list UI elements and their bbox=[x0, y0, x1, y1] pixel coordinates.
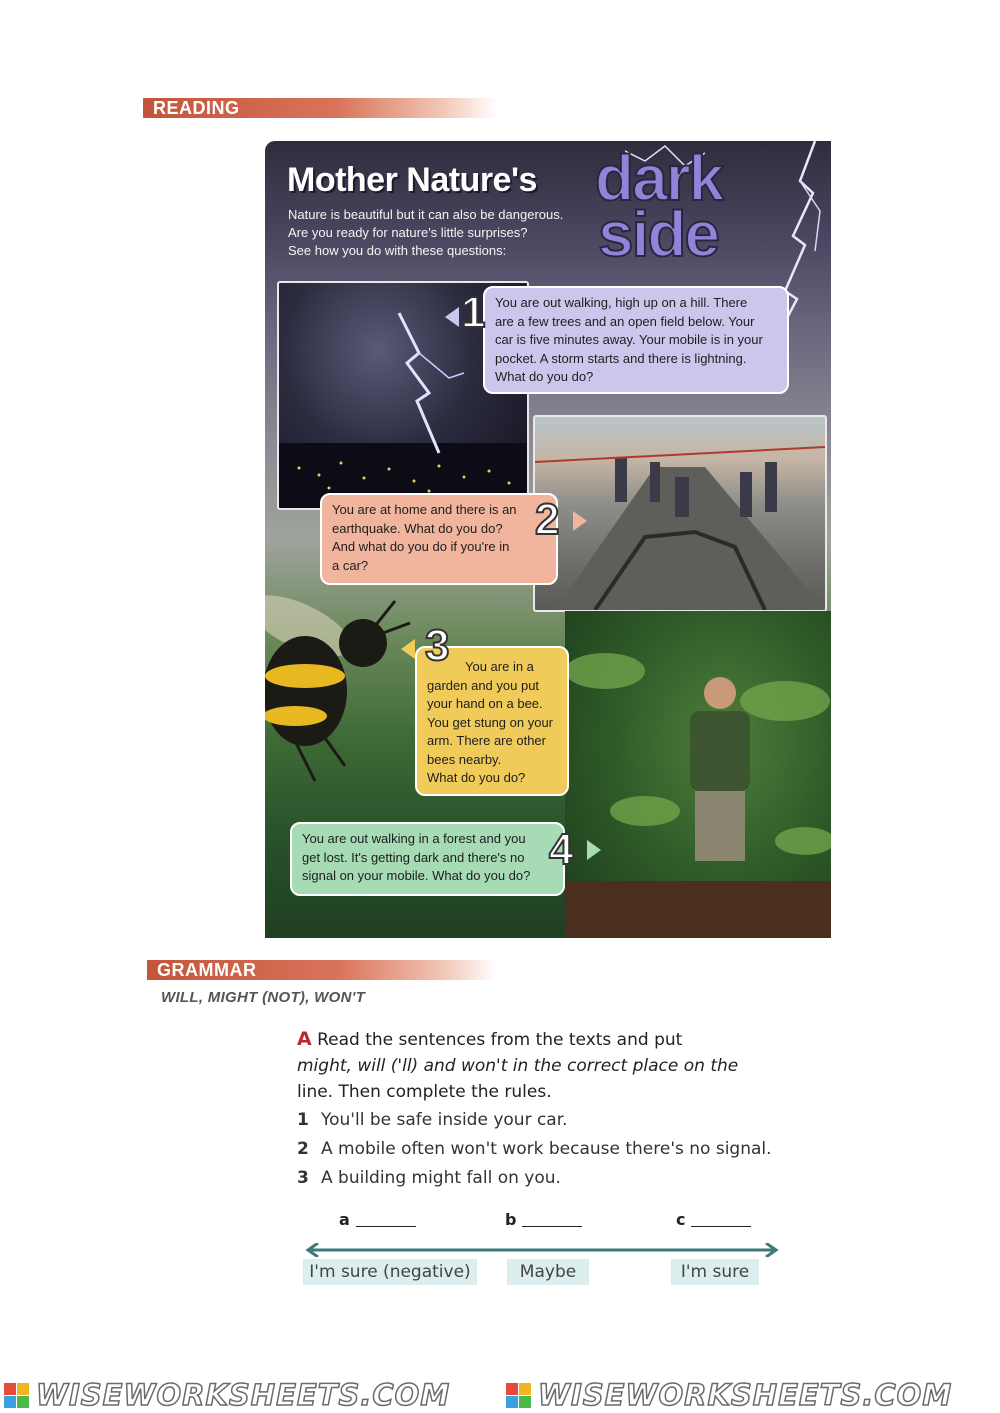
item-text: You'll be safe inside your car. bbox=[321, 1110, 568, 1130]
question-line: You get stung on your bbox=[427, 714, 554, 730]
blank-b[interactable] bbox=[505, 1210, 582, 1229]
question-line: car is five minutes away. Your mobile is in your bbox=[495, 332, 763, 347]
item-text: A mobile often won't work because there's no signal. bbox=[321, 1139, 772, 1159]
blank-a[interactable] bbox=[339, 1210, 416, 1229]
watermark-text: WISEWORKSHEETS.COM bbox=[538, 1378, 953, 1412]
scale-label-maybe: Maybe bbox=[507, 1259, 589, 1285]
wiseworksheets-logo-icon bbox=[4, 1383, 30, 1409]
item-number: 3 bbox=[297, 1168, 309, 1188]
question-line: You are in a bbox=[465, 659, 534, 674]
reading-section-heading: READING bbox=[143, 98, 497, 118]
answer-line[interactable] bbox=[522, 1226, 582, 1227]
instruction-line: Read the sentences from the texts and put bbox=[317, 1030, 683, 1050]
question-number-2: 2 bbox=[535, 495, 560, 544]
arrow-right-icon bbox=[573, 511, 587, 531]
answer-line[interactable] bbox=[691, 1226, 751, 1227]
sentence-item-1 bbox=[297, 1110, 568, 1130]
arrow-right-icon bbox=[587, 840, 601, 860]
question-card-4 bbox=[290, 822, 565, 896]
wiseworksheets-logo-icon bbox=[506, 1383, 532, 1409]
poster-intro-line: Nature is beautiful but it can also be dangerous. bbox=[288, 207, 564, 222]
sentence-item-2 bbox=[297, 1139, 772, 1159]
watermark-text: WISEWORKSHEETS.COM bbox=[36, 1378, 451, 1412]
blank-letter: b bbox=[505, 1210, 517, 1229]
instruction-line: might, will ('ll) and won't in the correct place on the bbox=[297, 1056, 739, 1076]
arrow-left-icon bbox=[445, 307, 459, 327]
item-number: 1 bbox=[297, 1110, 309, 1130]
question-number-3: 3 bbox=[425, 621, 450, 670]
item-number: 2 bbox=[297, 1139, 309, 1159]
question-line: What do you do? bbox=[427, 770, 526, 785]
blank-c[interactable] bbox=[676, 1210, 751, 1229]
scale-label-negative: I'm sure (negative) bbox=[303, 1259, 477, 1285]
question-line: get lost. It's getting dark and there's no bbox=[302, 849, 525, 865]
poster-title: Mother Nature's bbox=[287, 161, 537, 199]
scale-label-sure: I'm sure bbox=[671, 1259, 759, 1285]
question-line: your hand on a bee. bbox=[427, 696, 543, 711]
question-line: pocket. A storm starts and there is lightning. bbox=[495, 350, 747, 366]
question-line: a car? bbox=[332, 557, 369, 573]
question-line: You are out walking, high up on a hill. There bbox=[495, 295, 748, 310]
poster-intro-line: Are you ready for nature's little surprises? bbox=[288, 225, 528, 240]
exercise-a bbox=[297, 1026, 777, 1188]
poster-intro-line: See how you do with these questions: bbox=[288, 243, 507, 258]
mother-nature-poster bbox=[265, 141, 831, 938]
question-number-1: 1 bbox=[461, 288, 486, 337]
item-text: A building might fall on you. bbox=[321, 1168, 561, 1188]
instruction-line: line. Then complete the rules. bbox=[297, 1082, 552, 1102]
exercise-letter: A bbox=[297, 1028, 312, 1050]
question-card-1 bbox=[483, 286, 789, 394]
question-card-2 bbox=[320, 493, 558, 585]
question-number-4: 4 bbox=[549, 825, 574, 874]
grammar-subtitle: WILL, MIGHT (NOT), WON'T bbox=[161, 989, 366, 1006]
question-line: are a few trees and an open field below. Your bbox=[495, 313, 755, 329]
blank-letter: a bbox=[339, 1210, 350, 1229]
question-line: And what do you do if you're in bbox=[332, 539, 510, 554]
arrow-left-icon bbox=[401, 639, 415, 659]
jungle-man-photo bbox=[565, 611, 831, 938]
question-line: What do you do? bbox=[495, 369, 594, 384]
answer-line[interactable] bbox=[356, 1226, 416, 1227]
exercise-instruction bbox=[297, 1026, 777, 1053]
bee-icon bbox=[265, 581, 425, 791]
question-line: You are out walking in a forest and you bbox=[302, 831, 526, 846]
certainty-scale-arrow bbox=[304, 1243, 780, 1257]
footer-watermark bbox=[0, 1378, 1000, 1413]
question-line: garden and you put bbox=[427, 677, 540, 693]
question-line: signal on your mobile. What do you do? bbox=[302, 868, 531, 883]
blank-letter: c bbox=[676, 1210, 686, 1229]
question-line: bees nearby. bbox=[427, 751, 502, 767]
grammar-section-heading: GRAMMAR bbox=[147, 960, 497, 980]
sentence-item-3 bbox=[297, 1168, 561, 1188]
question-line: You are at home and there is an bbox=[332, 502, 517, 517]
poster-title-side: side bbox=[598, 198, 719, 270]
question-line: arm. There are other bbox=[427, 733, 546, 748]
poster-title-dark: dark bbox=[595, 142, 723, 214]
question-line: earthquake. What do you do? bbox=[332, 520, 503, 536]
